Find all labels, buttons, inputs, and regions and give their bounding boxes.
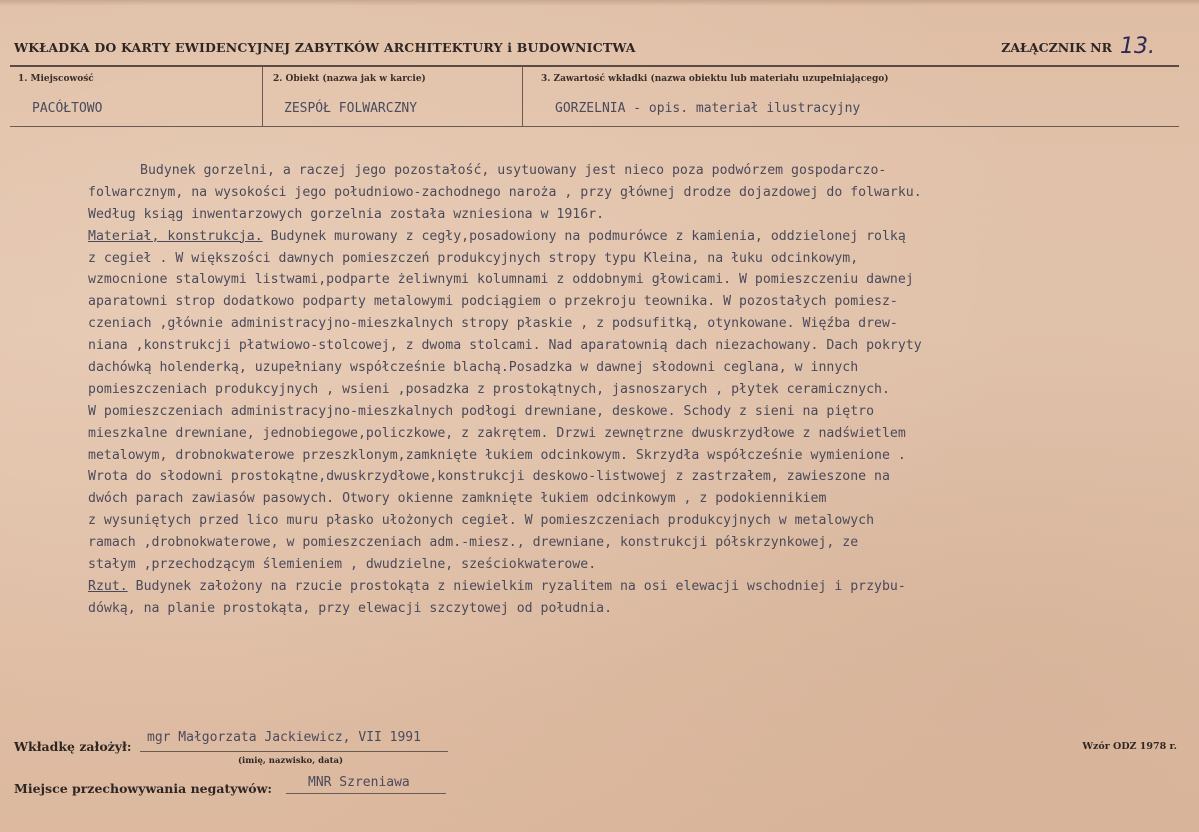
field-label-object: 2. Obiekt (nazwa jak w karcie) xyxy=(273,74,426,84)
header-rule xyxy=(10,65,1179,67)
text-line: Budynek gorzelni, a raczej jego pozostałość, usytuowany jest nieco poza podwórzem gospodarczo- xyxy=(140,163,887,178)
text-line: dówką, na planie prostokąta, przy elewacji szczytowej od południa. xyxy=(88,600,613,616)
text-line: dachówką holenderką, uzupełniany współcześnie blachą.Posadzka w dawnej słodowni ceglana, w innych xyxy=(88,360,859,376)
annex-number: 13. xyxy=(1120,34,1155,59)
field-label-location: 1. Miejscowość xyxy=(18,74,94,84)
text-line: stałym ,przechodzącym ślemieniem , dwudzielne, sześciokwaterowe. xyxy=(88,557,597,573)
field-value-location: PACÓŁTOWO xyxy=(32,101,103,116)
author-label: Wkładkę założył: xyxy=(14,739,132,754)
fields-rule xyxy=(10,126,1179,127)
text-line: z cegieł . W większości dawnych pomieszczeń produkcyjnych stropy typu Kleina, na łuku odcinkowym, xyxy=(88,250,859,266)
author-value: mgr Małgorzata Jackiewicz, VII 1991 xyxy=(147,730,421,745)
text-line: folwarcznym, na wysokości jego południowo-zachodnego naroża , przy głównej drodze dojazdowej do folwarku. xyxy=(88,184,922,200)
text-line: W pomieszczeniach administracyjno-mieszkalnych podłogi drewniane, deskowe. Schody z sieni na piętro xyxy=(88,403,875,419)
author-hint: (imię, nazwisko, data) xyxy=(238,756,344,766)
form-code: Wzór ODZ 1978 r. xyxy=(1082,741,1177,752)
text-line: niana ,konstrukcji płatwiowo-stolcowej, z dwoma stolcami. Nad aparatownią dach niezachowany. Dach pokryty xyxy=(88,338,922,354)
text-line: z wysuniętych przed lico muru płasko ułożonych cegieł. W pomieszczeniach produkcyjnych w metalowych xyxy=(88,513,875,529)
text-line-material xyxy=(50,226,1180,248)
field-value-contents: GORZELNIA - opis. materiał ilustracyjny xyxy=(555,101,861,116)
annex-label: ZAŁĄCZNIK NR xyxy=(1001,40,1112,55)
text-line: mieszkalne drewniane, jednobiegowe,policzkowe, z zakrętem. Drzwi zewnętrzne dwuskrzydłowe z nadświetlem xyxy=(88,425,906,441)
negatives-label: Miejsce przechowywania negatywów: xyxy=(14,781,272,796)
heading-material: Materiał, konstrukcja. xyxy=(88,228,263,244)
author-line xyxy=(140,751,448,752)
heading-plan: Rzut. xyxy=(88,578,128,594)
text-line: Wrota do słodowni prostokątne,dwuskrzydłowe,konstrukcji deskowo-listwowej z zastrzałem, zawieszone na xyxy=(88,469,890,485)
text-line: Według ksiąg inwentarzowych gorzelnia została wzniesiona w 1916r. xyxy=(88,206,605,222)
paper-edge xyxy=(0,0,1199,6)
text-line: aparatowni strop dodatkowo podparty metalowymi podciągiem o przekroju teownika. W pozostałych pomiesz- xyxy=(88,294,898,310)
text-line: czeniach ,głównie administracyjno-mieszkalnych stropy płaskie , z podsufitką, otynkowane. Więźba drew- xyxy=(88,316,898,332)
field-value-object: ZESPÓŁ FOLWARCZNY xyxy=(284,101,418,116)
annex-block xyxy=(1001,33,1155,58)
field-label-contents: 3. Zawartość wkładki (nazwa obiektu lub materiału uzupełniającego) xyxy=(541,74,889,84)
text-line-plan xyxy=(50,576,1180,598)
field-divider-1 xyxy=(262,66,263,126)
description-text xyxy=(50,160,1180,620)
field-divider-2 xyxy=(522,66,523,126)
text-line: dwóch parach zawiasów pasowych. Otwory okienne zamknięte łukiem odcinkowym , z podokiennikiem xyxy=(88,491,827,507)
negatives-value: MNR Szreniawa xyxy=(308,775,410,790)
form-title: WKŁADKA DO KARTY EWIDENCYJNEJ ZABYTKÓW ARCHITEKTURY i BUDOWNICTWA xyxy=(14,40,636,55)
text-line: pomieszczeniach produkcyjnych , wsieni ,posadzka z prostokątnych, jasnoszarych , płytek ceramicznych. xyxy=(88,381,890,397)
text-line: ramach ,drobnokwaterowe, w pomieszczeniach adm.-miesz., drewniane, konstrukcji półskrzynkowej, ze xyxy=(88,535,859,551)
text-segment: Budynek murowany z cegły,posadowiony na podmurówce z kamienia, oddzielonej rolką xyxy=(270,228,906,244)
negatives-line xyxy=(286,793,446,794)
text-segment: Budynek założony na rzucie prostokąta z niewielkim ryzalitem na osi elewacji wschodniej i przybu- xyxy=(135,578,906,594)
text-line: metalowym, drobnokwaterowe przeszklonym,zamknięte łukiem odcinkowym. Skrzydła współcześnie wymienione . xyxy=(88,447,906,463)
text-line: wzmocnione stalowymi listwami,podparte żeliwnymi kolumnami z oddobnymi głowicami. W pomieszczeniu dawnej xyxy=(88,272,914,288)
